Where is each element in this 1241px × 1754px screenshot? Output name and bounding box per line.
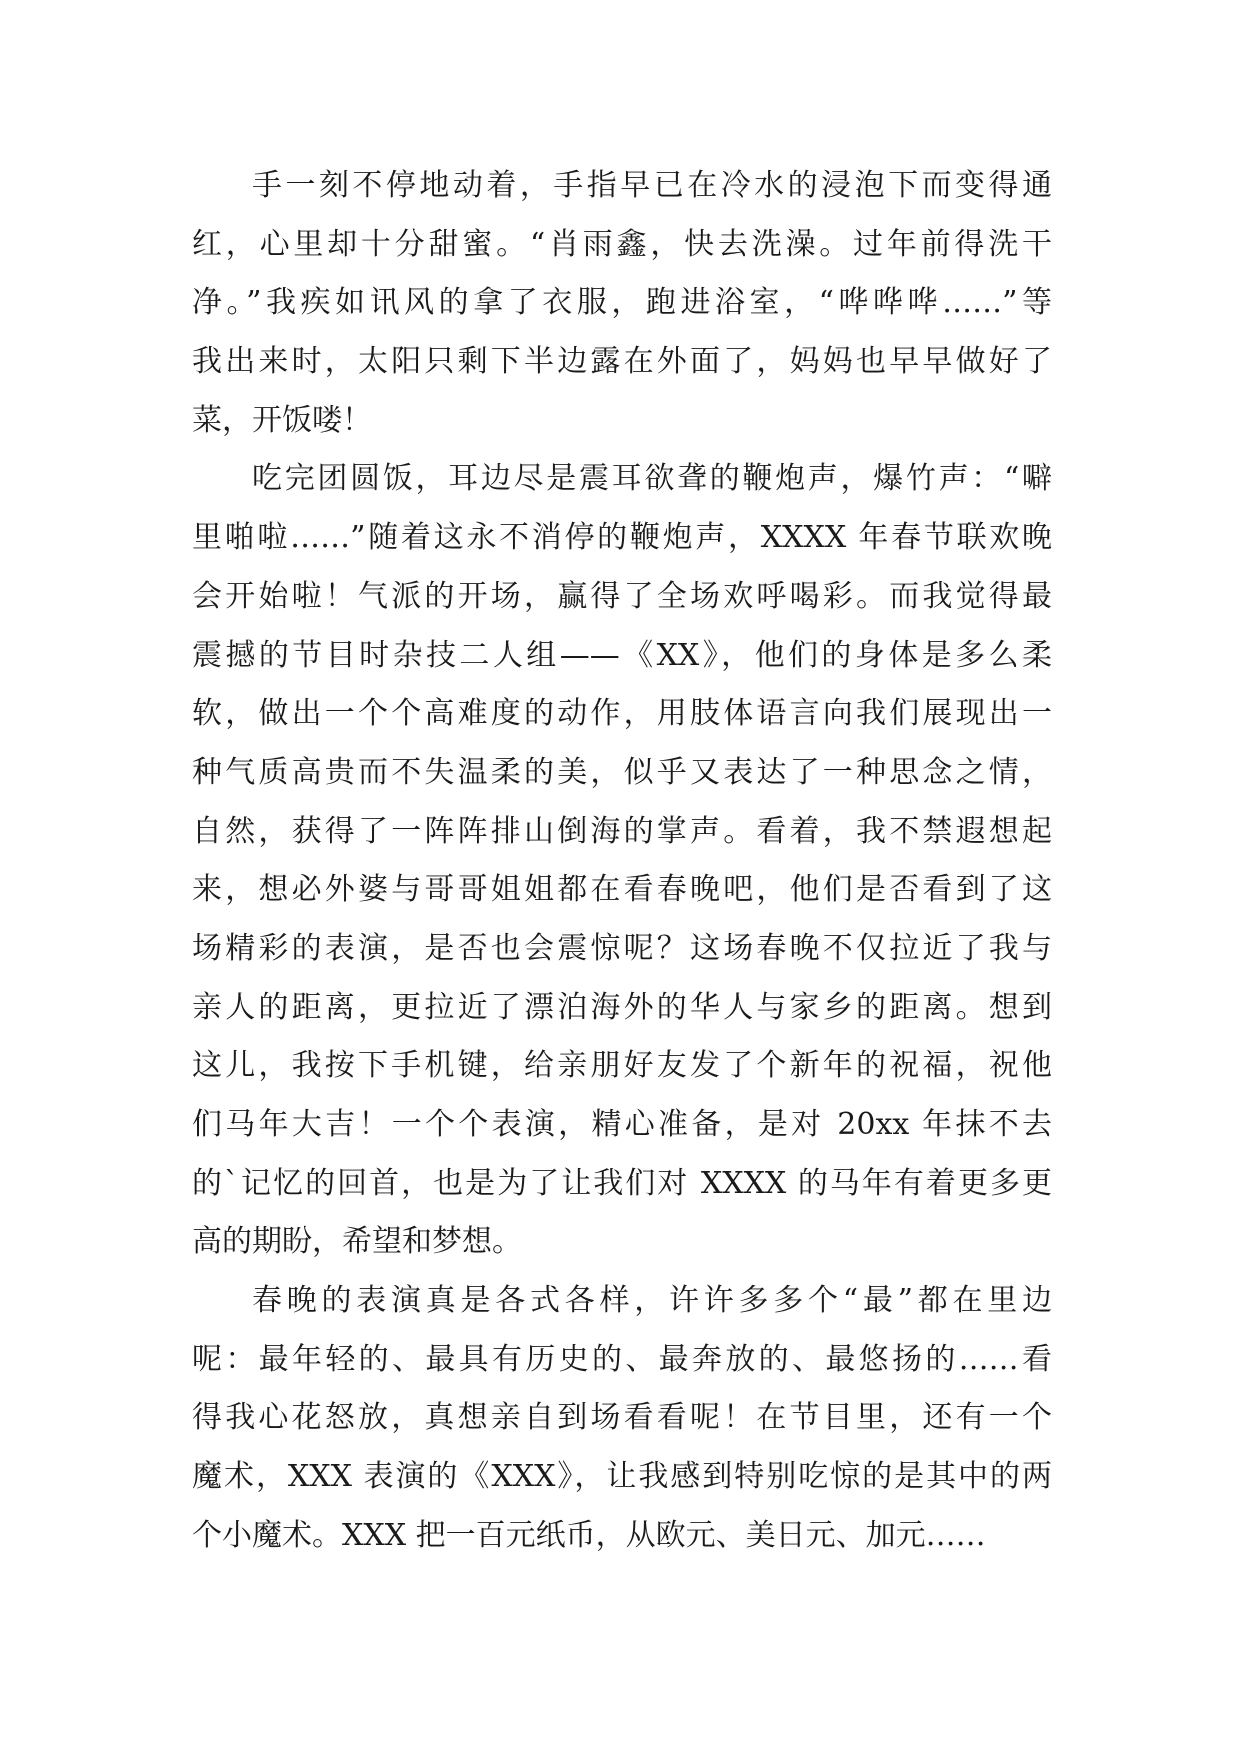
text-line: 里啪啦……”随着这永不消停的鞭炮声，XXXX 年春节联欢晚 [192,520,1052,556]
text-line: 们马年大吉！一个个表演，精心准备，是对 20xx 年抹不去 [192,1107,1052,1142]
text-line: 自然，获得了一阵阵排山倒海的掌声。看着，我不禁遐想起 [192,813,1052,849]
text-line: 吃完团圆饭，耳边尽是震耳欲聋的鞭炮声，爆竹声：“噼 [252,461,1052,497]
text-line: 手一刻不停地动着，手指早已在冷水的浸泡下而变得通 [252,168,1052,203]
text-line: 来，想必外婆与哥哥姐姐都在看春晚吧，他们是否看到了这 [192,872,1052,908]
text-line: 菜，开饭喽！ [192,402,372,438]
text-line: 我出来时，太阳只剩下半边露在外面了，妈妈也早早做好了 [192,344,1052,380]
text-line: 的`记忆的回首，也是为了让我们对 XXXX 的马年有着更多更 [192,1165,1052,1201]
text-line: 软，做出一个个高难度的动作，用肢体语言向我们展现出一 [192,696,1052,732]
text-line: 个小魔术。XXX 把一百元纸币，从欧元、美日元、加元…… [192,1517,986,1553]
text-line: 高的期盼，希望和梦想。 [192,1224,522,1260]
text-line: 震撼的节目时杂技二人组——《XX》，他们的身体是多么柔 [192,637,1052,673]
text-line: 净。”我疾如讯风的拿了衣服，跑进浴室，“哗哗哗……”等 [192,285,1052,321]
text-line: 种气质高贵而不失温柔的美，似乎又表达了一种思念之情， [192,754,1052,790]
paragraph-1 [192,157,1052,450]
document-body [192,157,1052,1566]
text-line: 得我心花怒放，真想亲自到场看看呢！在节目里，还有一个 [192,1400,1052,1436]
text-line: 魔术，XXX 表演的《XXX》，让我感到特别吃惊的是其中的两 [192,1459,1052,1495]
text-line: 亲人的距离，更拉近了漂泊海外的华人与家乡的距离。想到 [192,989,1052,1025]
paragraph-2 [192,450,1052,1272]
text-line: 红，心里却十分甜蜜。“肖雨鑫，快去洗澡。过年前得洗干 [192,226,1052,262]
paragraph-3 [192,1272,1052,1565]
text-line: 呢：最年轻的、最具有历史的、最奔放的、最悠扬的……看 [192,1341,1052,1377]
text-line: 场精彩的表演，是否也会震惊呢？这场春晚不仅拉近了我与 [192,930,1052,966]
text-line: 这儿，我按下手机键，给亲朋好友发了个新年的祝福，祝他 [192,1048,1052,1084]
text-line: 春晚的表演真是各式各样，许许多多个“最”都在里边 [252,1283,1052,1319]
text-line: 会开始啦！气派的开场，赢得了全场欢呼喝彩。而我觉得最 [192,578,1052,614]
